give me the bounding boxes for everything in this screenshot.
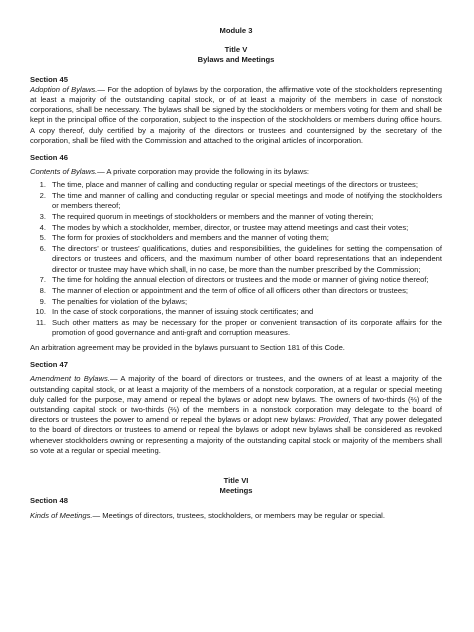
list-item xyxy=(30,244,442,275)
section-47-body xyxy=(30,374,442,456)
list-item xyxy=(30,212,442,222)
list-item-text: The modes by which a stockholder, member, director, or trustee may attend meetings and cast their votes; xyxy=(52,222,409,232)
section-45-heading: Section 45 xyxy=(30,74,68,84)
list-item-number: 7. xyxy=(39,275,46,285)
list-item xyxy=(30,286,442,296)
title-v-block xyxy=(30,45,442,65)
list-item-text: In the case of stock corporations, the manner of issuing stock certificates; and xyxy=(52,307,314,317)
section-45-body xyxy=(30,85,442,146)
section-48-lead: Kinds of Meetings. xyxy=(30,510,93,520)
module-heading: Module 3 xyxy=(219,26,253,35)
list-item-text: The penalties for violation of the bylaws; xyxy=(52,296,188,306)
list-item xyxy=(30,191,442,211)
list-item xyxy=(30,233,442,243)
title-v-subtitle: Bylaws and Meetings xyxy=(197,55,275,65)
section-47-provided: Provided xyxy=(318,415,349,425)
title-vi-block xyxy=(30,476,442,496)
section-47-lead: Amendment to Bylaws. xyxy=(30,374,110,384)
title-vi-subtitle: Meetings xyxy=(219,486,253,496)
list-item-text: Such other matters as may be necessary for the proper or convenient transaction of its corporate affairs for the promotion of good governance and anti-graft and corruption measures. xyxy=(52,318,442,338)
list-item-text: The required quorum in meetings of stockholders or members and the manner of voting therein; xyxy=(52,212,374,222)
list-item-text: The form for proxies of stockholders and members and the manner of voting them; xyxy=(52,233,329,243)
section-46-closing: An arbitration agreement may be provided in the bylaws pursuant to Section 181 of this Code. xyxy=(30,342,345,352)
list-item-text: The time, place and manner of calling and conducting regular or special meetings of the directors or trustees; xyxy=(52,180,418,190)
list-item-number: 5. xyxy=(39,233,46,243)
section-47-heading: Section 47 xyxy=(30,360,68,370)
section-46-lead: Contents of Bylaws. xyxy=(30,167,98,177)
section-48-heading: Section 48 xyxy=(30,496,68,506)
list-item-number: 4. xyxy=(39,222,46,232)
section-48-body xyxy=(30,511,442,521)
list-item xyxy=(30,180,442,190)
list-item-number: 2. xyxy=(39,191,46,201)
list-item-number: 11. xyxy=(36,318,46,328)
title-v-heading: Title V xyxy=(224,45,248,55)
section-45-lead: Adoption of Bylaws. xyxy=(30,84,98,94)
list-item-number: 10. xyxy=(35,307,46,317)
section-47-text-b: , That any power delegated to the board of directors or trustees to amend or repeal the bylaws or adopt new bylaws shall be considered as revoked whenever stockholders owning or representing a majority of the outstanding capital stock or majority of the members shall so vote at a regular or special meeting. xyxy=(30,415,442,455)
title-vi-heading: Title VI xyxy=(223,476,249,486)
section-46-list xyxy=(30,180,442,338)
list-item xyxy=(30,297,442,307)
list-item xyxy=(30,275,442,285)
list-item-text: The manner of election or appointment and the term of office of all officers other than directors or trustees; xyxy=(52,285,408,295)
list-item-text: The directors’ or trustees’ qualifications, duties and responsibilities, the guidelines for setting the compensation of directors or trustees and officers, and the maximum number of other board representations that an independent director or trustee may have which shall, in no case, be more than the number prescribed by the Commission; xyxy=(52,244,442,274)
list-item-text: The time and manner of calling and conducting regular or special meetings and mode of notifying the stockholders or members thereof; xyxy=(52,191,442,211)
list-item xyxy=(30,223,442,233)
list-item-number: 9. xyxy=(39,296,46,306)
section-47-text-a: — A majority of the board of directors or trustees, and the owners of at least a majority of the outstanding capital stock, or at least a majority of the members of a nonstock corporation, at a regular or special meeting duly called for the purpose, may amend or repeal the bylaws or adopt new bylaws. The owners of two-thirds (⅔) of the outstanding capital stock or two-thirds (⅔) of the members in a nonstock corporation may delegate to the board of directors or trustees the power to amend or repeal the bylaws or adopt new bylaws: xyxy=(30,374,442,425)
section-46-heading: Section 46 xyxy=(30,153,68,163)
list-item-text: The time for holding the annual election of directors or trustees and the mode or manner of giving notice thereof; xyxy=(52,275,429,285)
list-item-number: 8. xyxy=(39,285,46,295)
section-48-text: — Meetings of directors, trustees, stockholders, or members may be regular or special. xyxy=(92,510,385,520)
list-item-number: 6. xyxy=(39,244,46,254)
list-item xyxy=(30,318,442,338)
section-46-text: — A private corporation may provide the following in its bylaws: xyxy=(97,167,309,177)
list-item-number: 3. xyxy=(39,212,46,222)
list-item-number: 1. xyxy=(39,180,46,190)
section-46-intro xyxy=(30,167,442,177)
section-45-text: — For the adoption of bylaws by the corporation, the affirmative vote of the stockholders representing at least a majority of the outstanding capital stock, or of at least a majority of the members in case of nonstock corporations, shall be necessary. The bylaws shall be signed by the stockholders or members voting for them and shall be kept in the principal office of the corporation, subject to the inspection of the stockholders or members during office hours. A copy thereof, duly certified by a majority of the directors or trustees and countersigned by the secretary of the corporation, shall be filed with the Commission and attached to the original articles of incorporation. xyxy=(30,84,442,145)
list-item xyxy=(30,307,442,317)
